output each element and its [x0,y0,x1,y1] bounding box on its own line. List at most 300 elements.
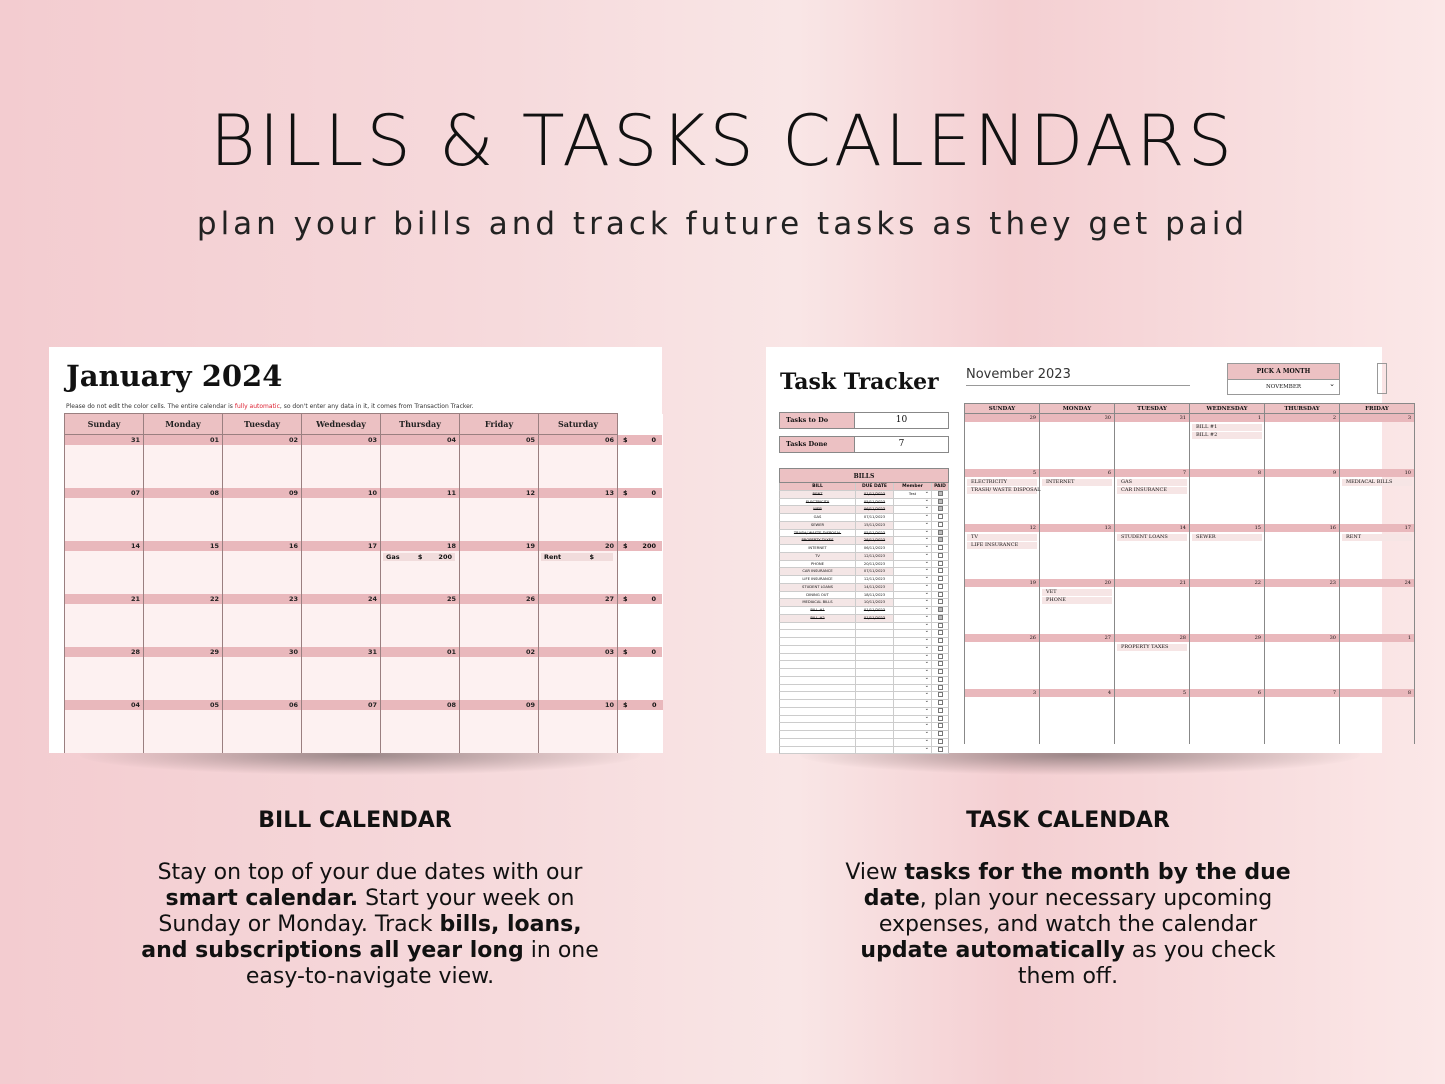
bill-row-empty [779,731,949,739]
task-day-cell [1190,689,1265,744]
day-number: 26 [460,594,538,604]
task-day-body [1265,642,1339,689]
day-number: 05 [144,700,222,710]
day-cell [223,647,302,700]
bill-due-date: 05/11/2023 [856,499,894,506]
task-day-number: 22 [1190,579,1264,587]
day-number: 10 [539,700,617,710]
task-day-number: 14 [1115,524,1189,532]
bill-due-date [856,692,894,699]
bills-column-header: BILL [780,483,856,490]
task-day-body [1115,697,1189,744]
bill-paid-cell [932,692,948,699]
bill-row [779,530,949,538]
task-item: TRASH/ WASTE DISPOSAL [967,487,1037,494]
bill-entry-amount [589,553,610,561]
task-day-number: 5 [965,469,1039,477]
bill-name: BILL #1 [780,607,856,614]
bill-due-date: 20/11/2023 [856,561,894,568]
day-body [65,604,143,647]
day-number: 07 [65,488,143,498]
day-body [539,498,617,541]
bill-entry-name: Rent [544,553,562,561]
paid-checkbox[interactable] [938,692,943,697]
week-total [618,435,662,445]
paid-checkbox[interactable] [938,599,943,604]
day-cell [460,435,539,489]
day-number: 13 [539,488,617,498]
bill-paid-cell [932,747,948,754]
bill-paid-cell [932,630,948,637]
task-day-number: 6 [1040,469,1114,477]
day-number: 05 [460,435,538,445]
task-item: BILL #2 [1192,432,1262,439]
bill-entry-value: 200 [438,553,452,561]
paid-checkbox[interactable] [938,623,943,628]
pick-month-dropdown[interactable] [1227,363,1340,395]
task-day-number: 6 [1190,689,1264,697]
task-day-number: 26 [965,634,1039,642]
task-day-cell [965,469,1040,524]
paid-checkbox[interactable] [938,638,943,643]
task-day-cell [965,689,1040,744]
bill-due-date: 10/11/2023 [856,599,894,606]
bill-due-date: 01/11/2023 [856,607,894,614]
bill-due-date: 15/11/2023 [856,522,894,529]
bill-due-date: 06/11/2023 [856,545,894,552]
paid-checkbox[interactable] [938,716,943,721]
bill-member-select[interactable]: Test ⌄ [894,491,932,498]
bill-name: GAS [780,514,856,521]
day-number: 14 [65,541,143,551]
day-body [539,551,617,594]
day-body [223,445,301,488]
bill-row [779,537,949,545]
day-number: 07 [302,700,380,710]
paid-checkbox[interactable] [938,723,943,728]
task-day-number: 2 [1265,414,1339,422]
day-number: 08 [144,488,222,498]
day-body [381,657,459,700]
day-body [302,498,380,541]
task-day-number: 1 [1190,414,1264,422]
task-weekday-header: THURSDAY [1265,404,1340,414]
bill-name: PHONE [780,561,856,568]
day-number: 08 [381,700,459,710]
task-day-body [965,532,1039,579]
bill-name: DINING OUT [780,592,856,599]
page-subtitle: plan your bills and track future tasks as they get paid [196,206,1249,242]
task-day-cell [1040,469,1115,524]
day-cell [460,700,539,753]
week-total-cell [618,700,663,753]
task-day-cell [1340,634,1415,689]
task-day-number: 10 [1340,469,1414,477]
bill-due-date [856,623,894,630]
day-number: 15 [144,541,222,551]
week-total-currency: $ [623,648,628,656]
week-total-cell [618,594,663,647]
bill-name [780,700,856,707]
day-cell [223,541,302,594]
bill-row [779,499,949,507]
day-number: 29 [144,647,222,657]
paid-checkbox[interactable] [938,669,943,674]
week-row [65,647,663,700]
day-body [65,710,143,753]
week-total-currency: $ [623,435,628,444]
bill-paid-cell [932,623,948,630]
day-cell [223,435,302,489]
day-number: 01 [381,647,459,657]
day-body [302,710,380,753]
day-number: 02 [460,647,538,657]
task-day-cell [1115,414,1190,470]
bill-due-date [856,700,894,707]
day-cell [223,700,302,753]
day-body [144,445,222,488]
bill-name: BILL #2 [780,615,856,622]
bill-due-date: 01/11/2023 [856,615,894,622]
bill-entry-currency: $ [417,553,423,561]
bill-paid-cell [932,677,948,684]
bill-paid-cell [932,723,948,730]
bill-name [780,677,856,684]
paid-checkbox[interactable] [938,545,943,550]
task-day-body [1265,697,1339,744]
bill-due-date [856,723,894,730]
bill-name: LIFE INSURANCE [780,576,856,583]
bills-table [779,468,949,754]
task-day-body [1115,532,1189,579]
day-body [65,657,143,700]
bill-paid-cell [932,537,948,544]
task-item: PHONE [1042,597,1112,604]
day-cell [539,594,618,647]
day-cell [460,647,539,700]
day-number: 17 [302,541,380,551]
week-total [618,700,663,710]
bill-name: INTERNET [780,545,856,552]
bill-due-date [856,638,894,645]
paid-checkbox[interactable] [938,607,943,612]
paid-checkbox[interactable] [938,677,943,682]
paid-checkbox[interactable] [938,654,943,659]
bill-name: TRASH/ WASTE DISPOSAL [780,530,856,537]
task-day-number: 29 [965,414,1039,422]
day-body [381,604,459,647]
week-total [618,488,662,498]
day-cell [539,541,618,594]
task-weekday-header: FRIDAY [1340,404,1415,414]
day-cell [381,700,460,753]
day-cell [223,594,302,647]
day-body [65,445,143,488]
day-cell [65,594,144,647]
day-body [460,710,538,753]
day-body [223,710,301,753]
paid-checkbox[interactable] [938,530,943,535]
weekday-header: Saturday [539,414,618,435]
paid-checkbox[interactable] [938,739,943,744]
bill-due-date [856,654,894,661]
paid-checkbox[interactable] [938,576,943,581]
day-body [381,551,459,594]
paid-checkbox[interactable] [938,615,943,620]
bill-name: ELECTRICITY [780,499,856,506]
day-cell [144,435,223,489]
bill-due-date [856,731,894,738]
bill-paid-cell [932,491,948,498]
bill-member-select[interactable] [894,747,932,754]
bills-column-header: DUE DATE [856,483,894,490]
task-day-body [1190,532,1264,579]
bill-paid-cell [932,607,948,614]
bill-paid-cell [932,553,948,560]
bill-row [779,607,949,615]
bill-row [779,615,949,623]
bill-due-date [856,716,894,723]
week-total-cell [618,541,663,594]
day-number: 23 [223,594,301,604]
task-week-row [965,634,1415,689]
week-total-currency: $ [623,701,628,709]
week-row [65,488,663,541]
day-body [539,445,617,488]
task-day-body [1040,532,1114,579]
paid-checkbox[interactable] [938,661,943,666]
day-body [460,657,538,700]
day-number: 02 [223,435,301,445]
day-number: 11 [381,488,459,498]
paid-checkbox[interactable] [938,491,943,496]
paid-checkbox[interactable] [938,731,943,736]
weekday-header: Thursday [381,414,460,435]
bill-due-date [856,669,894,676]
day-body [144,498,222,541]
bill-row [779,576,949,584]
bill-name: MEDIACAL BILLS [780,599,856,606]
bill-row-empty [779,630,949,638]
task-day-cell [965,524,1040,579]
bill-name [780,623,856,630]
day-cell [381,647,460,700]
bill-entry-currency: $ [589,553,594,561]
bill-name: CAR INSURANCE [780,568,856,575]
paid-checkbox[interactable] [938,514,943,519]
bill-due-date [856,685,894,692]
paid-checkbox[interactable] [938,561,943,566]
task-day-body [1040,697,1114,744]
task-item: ELECTRICITY [967,479,1037,486]
day-number: 04 [65,700,143,710]
task-day-body [965,422,1039,469]
task-day-number: 7 [1115,469,1189,477]
bill-due-date: 06/11/2023 [856,506,894,513]
day-body [144,710,222,753]
day-number: 21 [65,594,143,604]
tasks-to-do: Tasks to Do 10 [779,412,949,429]
day-body [381,498,459,541]
task-day-body [965,697,1039,744]
bill-paid-cell [932,576,948,583]
bill-row-empty [779,700,949,708]
task-day-body [1190,477,1264,524]
bill-row [779,545,949,553]
paid-checkbox[interactable] [938,685,943,690]
task-day-body [1115,642,1189,689]
task-day-cell [1190,469,1265,524]
bills-columns [779,483,949,491]
week-total-value: 0 [651,595,656,603]
task-weekday-header: TUESDAY [1115,404,1190,414]
day-body [460,498,538,541]
task-day-body [1190,697,1264,744]
day-cell [302,700,381,753]
day-body [381,445,459,488]
task-day-cell [965,414,1040,470]
day-number: 30 [223,647,301,657]
day-number: 04 [381,435,459,445]
day-cell [65,488,144,541]
weekday-header: Friday [460,414,539,435]
bill-due-date [856,739,894,746]
task-day-number: 30 [1040,414,1114,422]
task-day-cell [1265,469,1340,524]
paid-checkbox[interactable] [938,592,943,597]
day-number: 31 [302,647,380,657]
weekday-header-blank [618,414,663,435]
day-body [539,657,617,700]
day-cell [302,594,381,647]
task-day-cell [1340,579,1415,634]
day-cell [65,647,144,700]
day-cell [144,594,223,647]
paid-checkbox[interactable] [938,522,943,527]
paid-checkbox[interactable] [938,584,943,589]
day-cell [460,594,539,647]
week-total [618,594,662,604]
bill-paid-cell [932,592,948,599]
task-day-number: 8 [1340,689,1414,697]
task-weekday-header: WEDNESDAY [1190,404,1265,414]
task-item: MEDIACAL BILLS [1342,479,1412,486]
bill-due-date: 07/11/2023 [856,568,894,575]
task-day-body [1115,587,1189,634]
paid-checkbox[interactable] [938,747,943,752]
task-week-row [965,414,1415,470]
day-number: 10 [302,488,380,498]
task-day-cell [1265,634,1340,689]
paid-checkbox[interactable] [938,537,943,542]
bill-due-date: 28/11/2023 [856,537,894,544]
week-row [65,594,663,647]
task-day-cell [1040,689,1115,744]
task-caption-title: TASK CALENDAR [966,808,1170,833]
bill-due-date: 18/11/2023 [856,592,894,599]
day-number: 09 [223,488,301,498]
task-day-number: 31 [1115,414,1189,422]
day-number: 24 [302,594,380,604]
day-number: 09 [460,700,538,710]
bill-caption-title: BILL CALENDAR [258,808,452,833]
week-row [65,700,663,753]
bill-row-empty [779,692,949,700]
paid-checkbox[interactable] [938,568,943,573]
bill-name [780,630,856,637]
task-day-cell [1040,414,1115,470]
paid-checkbox[interactable] [938,630,943,635]
weekday-header: Wednesday [302,414,381,435]
task-day-body [1340,422,1414,469]
day-body [223,657,301,700]
day-cell [381,541,460,594]
week-total [618,647,662,657]
paid-checkbox[interactable] [938,708,943,713]
bill-calendar-grid [64,413,663,753]
bill-name [780,692,856,699]
bill-name: TV [780,553,856,560]
week-total-value: 0 [651,701,657,709]
pick-month-value[interactable]: NOVEMBER ⌄ [1228,379,1339,394]
task-week-row [965,579,1415,634]
task-day-number: 30 [1265,634,1339,642]
day-body [65,551,143,594]
task-day-number: 4 [1040,689,1114,697]
task-day-cell [1340,414,1415,470]
day-body [381,710,459,753]
task-day-cell [1265,579,1340,634]
bill-paid-cell [932,646,948,653]
bill-name [780,654,856,661]
bill-paid-cell [932,545,948,552]
day-cell [539,700,618,753]
day-number: 18 [381,541,459,551]
task-item: CAR INSURANCE [1117,487,1187,494]
task-day-cell [1115,524,1190,579]
task-caption-body: View tasks for the month by the due date, plan your necessary upcoming expenses, and watch the calendar update automatically as you check them off. [845,860,1291,989]
task-day-number: 27 [1040,634,1114,642]
paid-checkbox[interactable] [938,499,943,504]
task-tracker-screenshot [766,347,1411,753]
day-body [539,710,617,753]
bill-row [779,568,949,576]
day-number: 03 [302,435,380,445]
bill-name: SEWER [780,522,856,529]
bill-row-empty [779,638,949,646]
paid-checkbox[interactable] [938,506,943,511]
bill-paid-cell [932,654,948,661]
task-item: INTERNET [1042,479,1112,486]
task-day-cell [965,634,1040,689]
week-total-value: 0 [651,435,656,444]
bill-due-date: 12/11/2023 [856,576,894,583]
day-cell [65,435,144,489]
bill-row-empty [779,654,949,662]
task-day-body [1190,587,1264,634]
task-day-number: 5 [1115,689,1189,697]
bill-name [780,708,856,715]
task-weekday-header: SUNDAY [965,404,1040,414]
paid-checkbox[interactable] [938,646,943,651]
paid-checkbox[interactable] [938,700,943,705]
bill-row-empty [779,646,949,654]
bill-name [780,685,856,692]
paid-checkbox[interactable] [938,553,943,558]
task-day-body [1040,422,1114,469]
task-day-cell [1040,579,1115,634]
task-day-cell [1190,414,1265,470]
